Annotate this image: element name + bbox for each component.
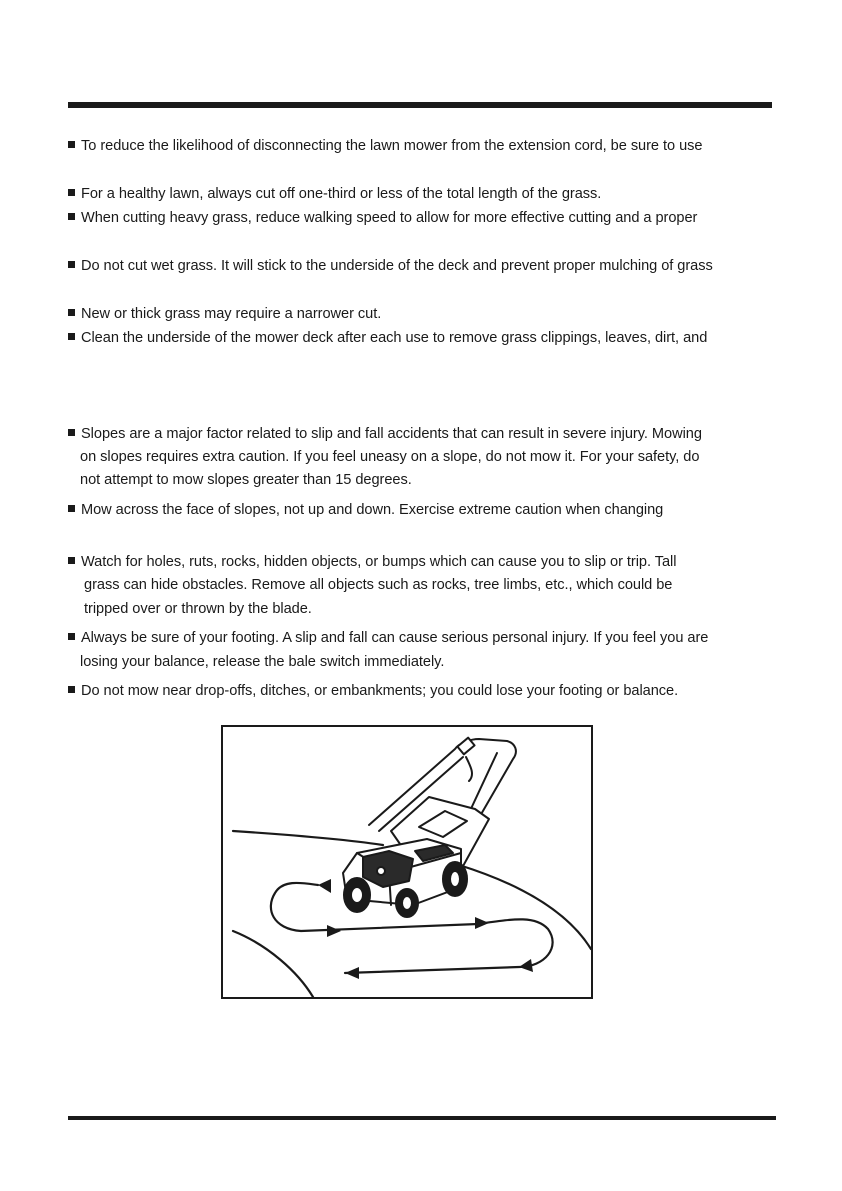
line-text: For a healthy lawn, always cut off one-third or less of the total length of the grass. xyxy=(81,186,602,202)
bullet-healthy-lawn xyxy=(68,185,601,203)
line-text: Always be sure of your footing. A slip and fall can cause serious personal injury. If you feel you are xyxy=(81,630,709,646)
line-text: on slopes requires extra caution. If you feel uneasy on a slope, do not mow it. For your safety, do xyxy=(80,449,700,465)
line-text: Mow across the face of slopes, not up and down. Exercise extreme caution when changing xyxy=(81,502,664,518)
bullet-clean-deck xyxy=(68,329,707,347)
line-text: tripped over or thrown by the blade. xyxy=(84,601,312,617)
bullet-icon xyxy=(68,429,75,436)
line-continuation xyxy=(84,576,672,594)
bullet-icon xyxy=(68,141,75,148)
line-text: Do not cut wet grass. It will stick to the underside of the deck and prevent proper mulching of grass xyxy=(81,258,713,274)
line-continuation xyxy=(80,448,699,466)
bullet-icon xyxy=(68,686,75,693)
bottom-rule xyxy=(68,1116,776,1120)
lawn-mower-slope-figure xyxy=(221,725,593,999)
line-text: Do not mow near drop-offs, ditches, or embankments; you could lose your footing or balance. xyxy=(81,683,679,699)
bullet-heavy-grass xyxy=(68,209,697,227)
bullet-narrow-cut xyxy=(68,305,381,323)
bullet-icon xyxy=(68,505,75,512)
line-continuation xyxy=(80,471,412,489)
bullet-mow-across xyxy=(68,501,663,519)
line-text: Slopes are a major factor related to slip and fall accidents that can result in severe injury. Mowing xyxy=(81,426,702,442)
bullet-wet-grass xyxy=(68,257,713,275)
bullet-icon xyxy=(68,309,75,316)
bullet-icon xyxy=(68,333,75,340)
bullet-watch-holes xyxy=(68,553,676,571)
bullet-icon xyxy=(68,557,75,564)
line-text: losing your balance, release the bale switch immediately. xyxy=(80,654,445,670)
bullet-slopes xyxy=(68,425,702,443)
lawn-mower-slope-diagram-icon xyxy=(223,727,591,997)
top-rule xyxy=(68,102,772,108)
line-continuation xyxy=(80,653,444,671)
bullet-icon xyxy=(68,633,75,640)
bullet-icon xyxy=(68,213,75,220)
line-text: grass can hide obstacles. Remove all objects such as rocks, tree limbs, etc., which could be xyxy=(84,577,673,593)
bullet-icon xyxy=(68,189,75,196)
line-continuation xyxy=(84,600,312,618)
bullet-footing xyxy=(68,629,708,647)
line-text: Clean the underside of the mower deck after each use to remove grass clippings, leaves, dirt, and xyxy=(81,330,708,346)
line-text: Watch for holes, ruts, rocks, hidden objects, or bumps which can cause you to slip or trip. Tall xyxy=(81,554,677,570)
line-text: New or thick grass may require a narrower cut. xyxy=(81,306,382,322)
bullet-drop-offs xyxy=(68,682,678,700)
line-text: To reduce the likelihood of disconnecting the lawn mower from the extension cord, be sure to use xyxy=(81,138,703,154)
bullet-extension-cord xyxy=(68,137,702,155)
line-text: not attempt to mow slopes greater than 15 degrees. xyxy=(80,472,412,488)
line-text: When cutting heavy grass, reduce walking speed to allow for more effective cutting and a proper xyxy=(81,210,698,226)
bullet-icon xyxy=(68,261,75,268)
